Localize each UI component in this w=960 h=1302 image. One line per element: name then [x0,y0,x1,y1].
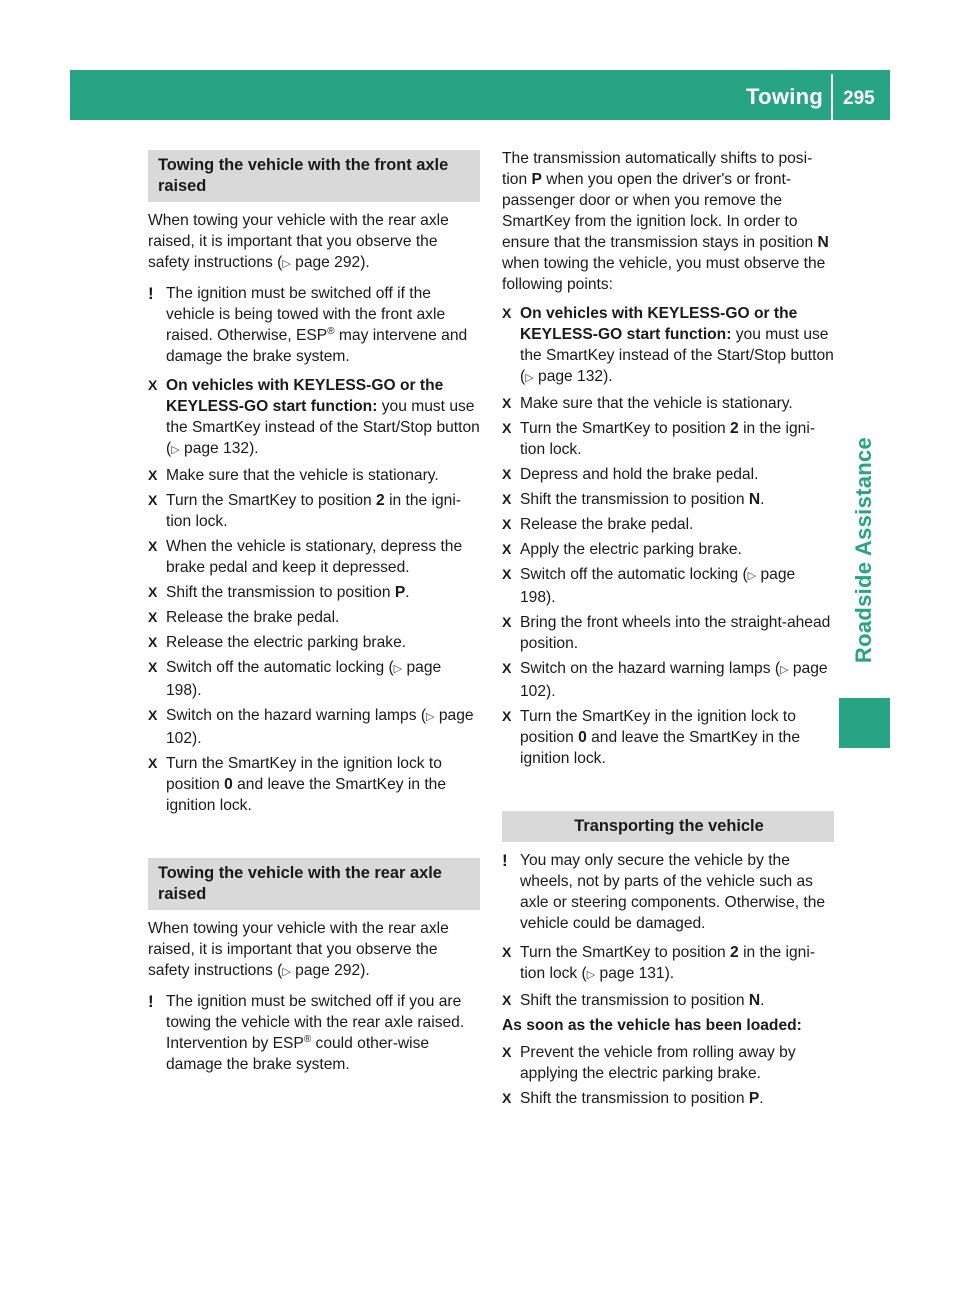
step-marker-icon: X [148,467,158,483]
step-marker-icon: X [502,660,512,676]
step-item: X Prevent the vehicle from rolling away by applying the electric parking brake. [502,1044,796,1082]
page-ref-link[interactable]: page 198 [166,659,442,699]
step-item: X Release the brake pedal. [502,516,694,533]
step-marker-icon: X [148,584,158,600]
ref-arrow-icon: ▷ [780,664,789,676]
page-ref-link[interactable]: page 292 [295,254,361,271]
step-item: X When the vehicle is stationary, depress the brake pedal and keep it depressed. [148,538,463,576]
page-number: 295 [843,88,875,109]
step-marker-icon: X [502,944,512,960]
page-ref-link[interactable]: page 198 [520,566,796,606]
step-item: X Switch off the automatic locking (▷ page 198). [148,659,442,699]
ref-arrow-icon: ▷ [393,663,403,675]
section-heading-front-axle: Towing the vehicle with the front axle raised [148,150,480,202]
warning-note: ! The ignition must be switched off if the vehicle is being towed with the front axle raised. Otherwise, ESP® may intervene and damage the brake system. [148,284,468,365]
step-marker-icon: X [502,491,512,507]
step-marker-icon: X [502,708,512,724]
front-intro: When towing your vehicle with the rear axle raised, it is important that you observe the safety instructions (▷ page 292). [148,212,449,271]
step-marker-icon: X [502,992,512,1008]
subheading-loaded: As soon as the vehicle has been loaded: [502,1017,802,1034]
step-item: X Shift the transmission to position P. [502,1090,764,1107]
step-item: X On vehicles with KEYLESS-GO or the KEYLESS-GO start function: you must use the SmartKey instead of the Start/Stop button (▷ page 132). [148,377,480,457]
page-ref-link[interactable]: page 132 [184,440,250,457]
step-marker-icon: X [502,1044,512,1060]
section-heading-rear-axle: Towing the vehicle with the rear axle raised [148,858,480,910]
page-ref-link[interactable]: page 102 [166,707,474,747]
step-item: X Bring the front wheels into the straight-ahead position. [502,614,831,652]
step-marker-icon: X [148,377,158,393]
warning-note: ! You may only secure the vehicle by the wheels, not by parts of the vehicle such as axle or steering components. Otherwise, the vehicle could be damaged. [502,851,826,932]
step-item: X Switch on the hazard warning lamps (▷ page 102). [148,707,474,747]
step-marker-icon: X [502,395,512,411]
step-marker-icon: X [148,492,158,508]
step-item: X Turn the SmartKey to position 2 in the igni-tion lock (▷ page 131). [502,944,816,982]
ref-arrow-icon: ▷ [282,258,291,270]
step-item: X Shift the transmission to position N. [502,491,765,508]
step-item: X On vehicles with KEYLESS-GO or the KEYLESS-GO start function: you must use the SmartKey instead of the Start/Stop button (▷ page 132). [502,305,834,385]
warning-icon: ! [502,851,508,870]
step-marker-icon: X [148,634,158,650]
ref-arrow-icon: ▷ [282,966,291,978]
step-item: X Apply the electric parking brake. [502,541,742,558]
step-item: X Shift the transmission to position N. [502,992,765,1009]
step-item: X Make sure that the vehicle is stationary. [502,395,793,412]
section-heading-transport: Transporting the vehicle [502,811,834,842]
header-title: Towing [746,84,824,109]
step-item: X Make sure that the vehicle is stationary. [148,467,439,484]
warning-note: ! The ignition must be switched off if you are towing the vehicle with the rear axle raised. Intervention by ESP® could other-wise damage the brake system. [148,992,465,1073]
step-marker-icon: X [502,466,512,482]
warning-icon: ! [148,992,154,1011]
step-item: X Release the brake pedal. [148,609,340,626]
sidebar-tab[interactable] [839,400,890,700]
step-marker-icon: X [148,755,158,771]
step-item: X Switch on the hazard warning lamps (▷ page 102). [502,660,828,700]
step-marker-icon: X [502,614,512,630]
ref-arrow-icon: ▷ [747,570,757,582]
step-marker-icon: X [148,707,158,723]
ref-arrow-icon: ▷ [426,711,435,723]
page-ref-link[interactable]: page 131 [599,965,665,982]
right-intro: The transmission automatically shifts to posi-tion P when you open the driver's or front-passenger door or when you remove the SmartKey from the ignition lock. In order to ensure that the transmission stays in position N when towing the vehicle, you must observe the following points: [502,150,829,293]
step-item: X Depress and hold the brake pedal. [502,466,759,483]
sidebar-label: Roadside Assistance [851,436,877,664]
ref-arrow-icon: ▷ [525,372,534,384]
left-column [148,150,480,1083]
rear-intro: When towing your vehicle with the rear axle raised, it is important that you observe the safety instructions (▷ page 292). [148,920,449,979]
warning-icon: ! [148,284,154,303]
step-item: X Turn the SmartKey in the ignition lock to position 0 and leave the SmartKey in the ignition lock. [502,708,801,767]
sidebar-marker [839,698,890,748]
step-item: X Switch off the automatic locking (▷ page 198). [502,566,796,606]
step-marker-icon: X [502,541,512,557]
ref-arrow-icon: ▷ [586,969,596,981]
page-ref-link[interactable]: page 132 [538,368,604,385]
step-marker-icon: X [502,566,512,582]
step-marker-icon: X [502,305,512,321]
step-marker-icon: X [148,609,158,625]
step-marker-icon: X [148,659,158,675]
step-marker-icon: X [502,420,512,436]
step-item: X Turn the SmartKey in the ignition lock to position 0 and leave the SmartKey in the ignition lock. [148,755,447,814]
page-ref-link[interactable]: page 102 [520,660,828,700]
step-item: X Shift the transmission to position P. [148,584,410,601]
step-marker-icon: X [502,1090,512,1106]
right-column [502,148,834,1113]
header-separator [831,74,833,120]
step-item: X Turn the SmartKey to position 2 in the igni-tion lock. [148,492,462,530]
step-marker-icon: X [502,516,512,532]
step-item: X Release the electric parking brake. [148,634,407,651]
page-ref-link[interactable]: page 292 [295,962,361,979]
ref-arrow-icon: ▷ [171,444,180,456]
step-item: X Turn the SmartKey to position 2 in the igni-tion lock. [502,420,816,458]
step-marker-icon: X [148,538,158,554]
